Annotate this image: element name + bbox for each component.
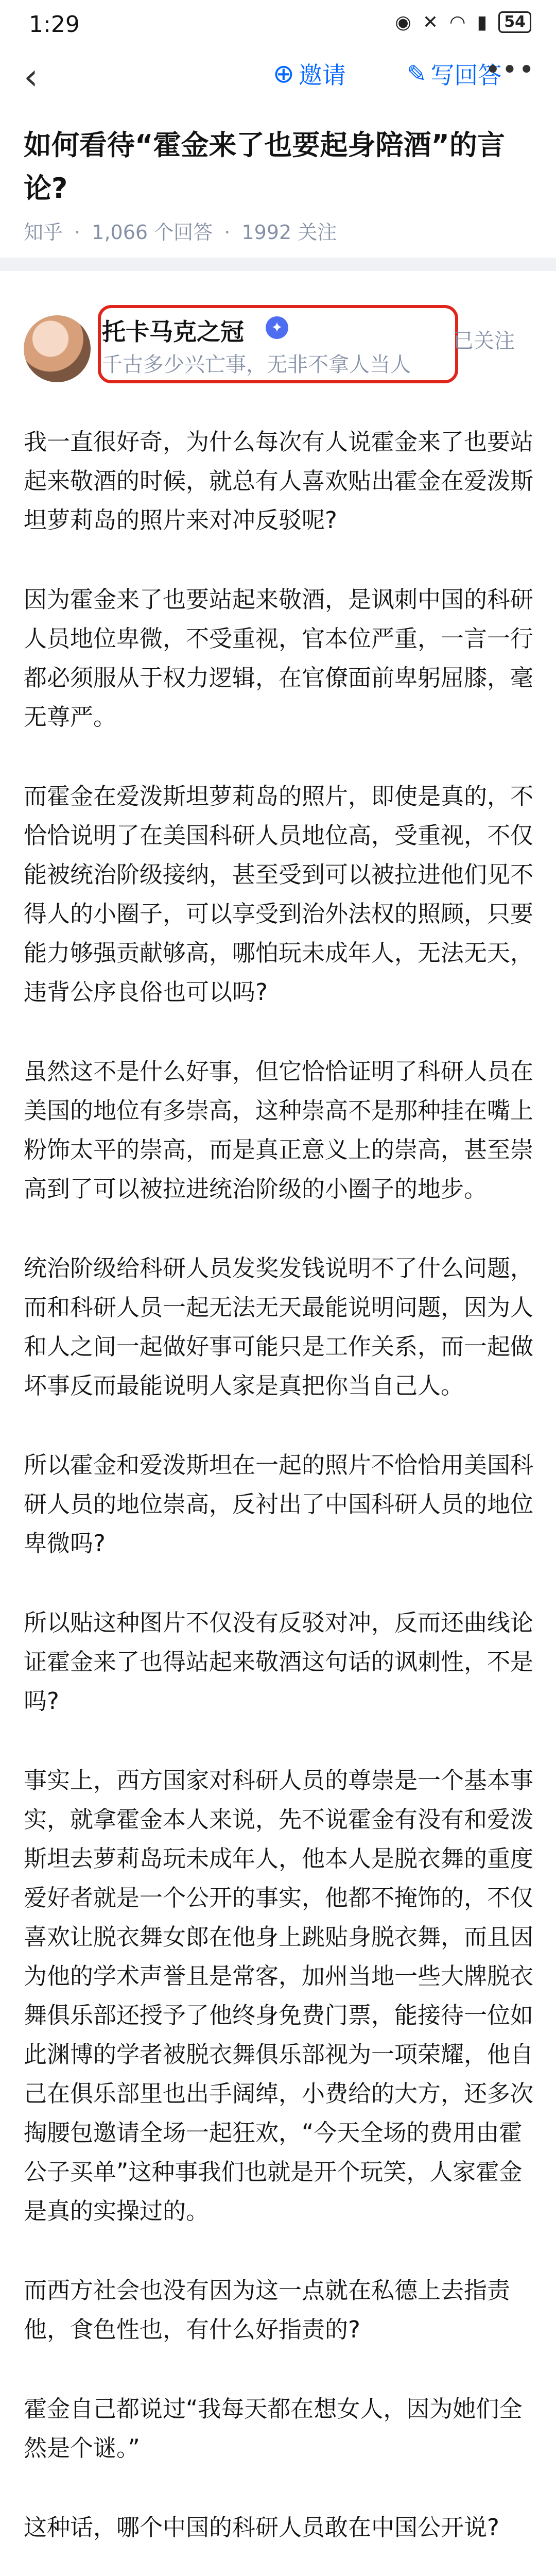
author-bio: 千古多少兴亡事，无非不拿人当人 bbox=[102, 353, 411, 377]
wifi-icon: ◠ bbox=[449, 11, 466, 33]
invite-button[interactable] bbox=[273, 57, 346, 91]
answer-paragraph: 而霍金在爱泼斯坦萝莉岛的照片，即使是真的，不恰恰说明了在美国科研人员地位高，受重视，不仅能被统治阶级接纳，甚至受到可以被拉进他们见不得人的小圈子，可以享受到治外法权的照顾，只要能力够强贡献够高，哪怕玩未成年人，无法无天，违背公序良俗也可以吗? bbox=[24, 783, 534, 1006]
mute-icon: ✕ bbox=[422, 11, 439, 33]
meta-followers: 1992 关注 bbox=[241, 221, 337, 244]
back-arrow-icon[interactable]: ‹ bbox=[24, 56, 38, 98]
answer-paragraph: 事实上，西方国家对科研人员的尊崇是一个基本事实，就拿霍金本人来说，先不说霍金有没有和爱泼斯坦去萝莉岛玩未成年人，他本人是脱衣舞的重度爱好者就是一个公开的事实，他都不掩饰的，不仅喜欢让脱衣舞女郎在他身上跳贴身脱衣舞，而且因为他的学术声誉且是常客，加州当地一些大牌脱衣舞俱乐部还授予了他终身免费门票，能接待一位如此渊博的学者被脱衣舞俱乐部视为一项荣耀，他自己在俱乐部里也出手阔绰，小费给的大方，还多次掏腰包邀请全场一起狂欢，“今天全场的费用由霍公子买单”这种事我们也就是开个玩笑，人家霍金是真的实操过的。 bbox=[24, 1767, 534, 2225]
question-meta: 知乎 · 1,066 个回答 · 1992 关注 bbox=[24, 221, 337, 244]
edit-icon: ✎ bbox=[407, 60, 427, 88]
answer-paragraph: 统治阶级给科研人员发奖发钱说明不了什么问题，而和科研人员一起无法无天最能说明问题，因为人和人之间一起做好事可能只是工作关系，而一起做坏事反而最能说明人家是真把你当自己人。 bbox=[24, 1255, 534, 1399]
answer-paragraph: 因为霍金来了也要站起来敬酒，是讽刺中国的科研人员地位卑微，不受重视，官本位严重，一言一行都必须服从于权力逻辑，在官僚面前卑躬屈膝，毫无尊严。 bbox=[24, 586, 534, 731]
more-icon[interactable]: ••• bbox=[484, 55, 535, 86]
battery-icon: 54 bbox=[498, 11, 531, 33]
answer-paragraph: 虽然这不是什么好事，但它恰恰证明了科研人员在美国的地位有多崇高，这种崇高不是那种挂在嘴上粉饰太平的崇高，而是真正意义上的崇高，甚至崇高到了可以被拉进统治阶级的小圈子的地步。 bbox=[24, 1058, 534, 1202]
answer-paragraph: 所以贴这种图片不仅没有反驳对冲，反而还曲线论证霍金来了也得站起来敬酒这句话的讽刺性，不是吗? bbox=[24, 1609, 534, 1715]
plus-icon: ⊕ bbox=[273, 59, 294, 89]
top-nav bbox=[0, 44, 556, 108]
signal-icon: ▮ bbox=[477, 11, 488, 33]
status-bar bbox=[0, 0, 556, 44]
answer-content bbox=[24, 422, 533, 2576]
status-time: 1:29 bbox=[29, 11, 80, 38]
section-divider bbox=[0, 258, 556, 271]
answer-paragraph: 所以霍金和爱泼斯坦在一起的照片不恰恰用美国科研人员的地位崇高，反衬出了中国科研人员的地位卑微吗? bbox=[24, 1451, 534, 1557]
badge-icon: ✦ bbox=[266, 316, 288, 339]
invite-label: 邀请 bbox=[298, 61, 346, 89]
answer-paragraph: 霍金自己都说过“我每天都在想女人，因为她们全然是个谜。” bbox=[24, 2395, 523, 2462]
answer-paragraph: 而西方社会也没有因为这一点就在私德上去指责他，食色性也，有什么好指责的? bbox=[24, 2277, 511, 2343]
write-answer-label: 写回答 bbox=[430, 61, 502, 89]
status-icons bbox=[395, 11, 531, 33]
follow-button[interactable]: 已关注 bbox=[453, 329, 515, 353]
meta-answers[interactable]: 1,066 个回答 bbox=[92, 221, 213, 244]
author-name[interactable]: 托卡马克之冠 bbox=[102, 318, 244, 346]
answer-paragraph: 这种话，哪个中国的科研人员敢在中国公开说? bbox=[24, 2514, 499, 2541]
author-avatar[interactable] bbox=[24, 315, 91, 382]
answer-paragraph: 我一直很好奇，为什么每次有人说霍金来了也要站起来敬酒的时候，就总有人喜欢贴出霍金在爱泼斯坦萝莉岛的照片来对冲反驳呢? bbox=[24, 428, 534, 534]
question-title[interactable]: 如何看待“霍金来了也要起身陪酒”的言论? bbox=[24, 129, 505, 205]
eye-icon: ◉ bbox=[395, 11, 411, 33]
meta-site: 知乎 bbox=[24, 221, 63, 244]
